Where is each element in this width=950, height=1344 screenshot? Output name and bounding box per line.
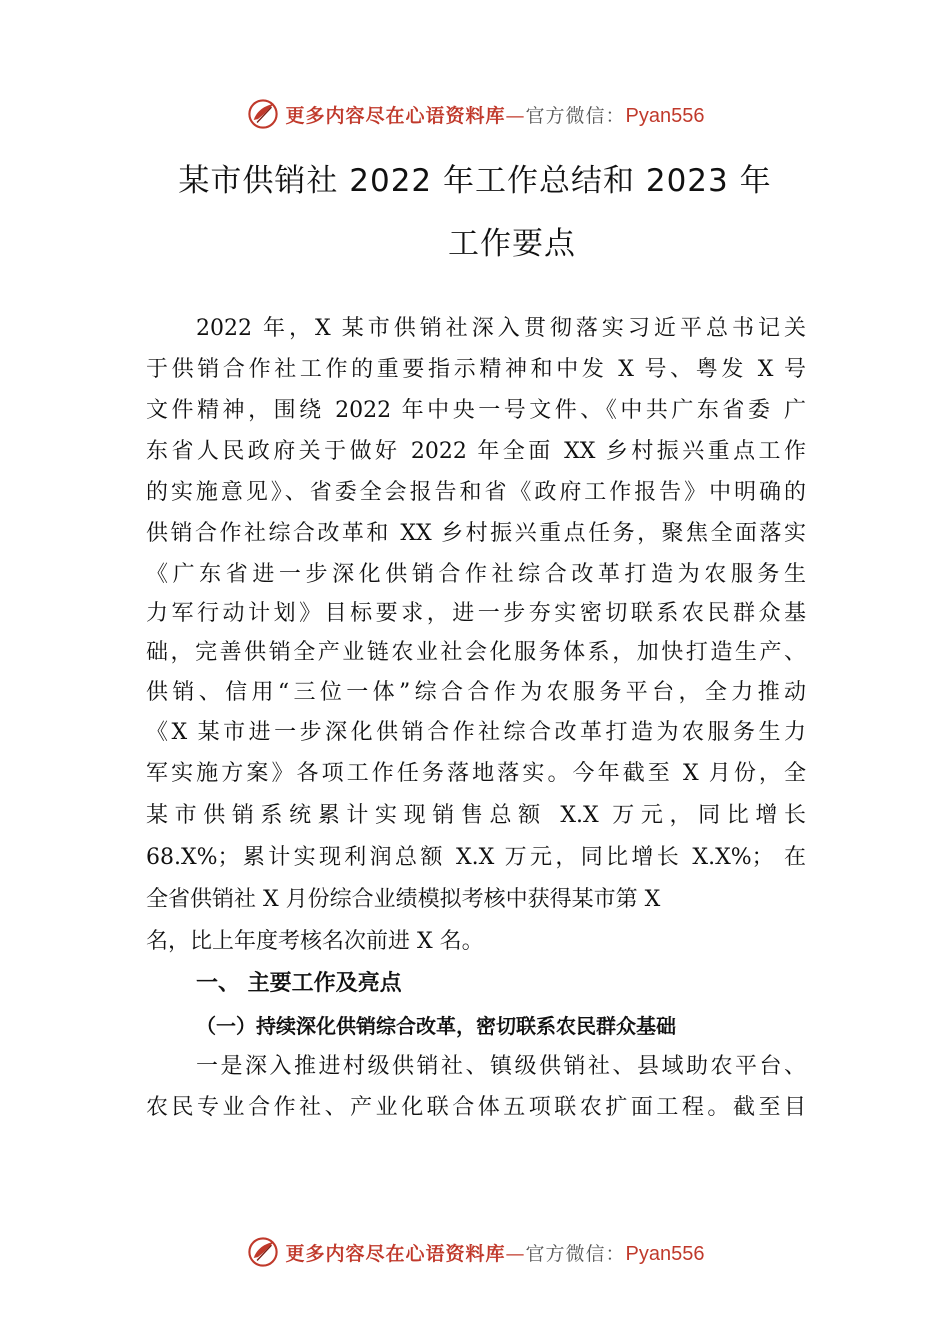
paragraph-line: 力军行动计划》目标要求，进一步夯实密切联系农民群众基 [146,601,806,626]
watermark-header [0,96,950,132]
watermark-main-text: 更多内容尽在心语资料库 [285,104,506,127]
watermark-footer [0,1234,950,1270]
document-title-line-1: 某市供销社 2022 年工作总结和 2023 年 [178,163,772,199]
watermark-sub-text: 官方微信： [525,1242,626,1265]
paragraph-line: 《广东省进一步深化供销合作社综合改革打造为农服务生 [146,562,806,587]
paragraph-line: 的实施意见》、省委全会报告和省《政府工作报告》中明确的 [146,480,806,505]
paragraph-line: 68.X%；累计实现利润总额 X.X 万元，同比增长 X.X%； 在 [146,845,806,870]
brand-logo-icon [246,97,280,131]
paragraph-line: 全省供销社 X 月份综合业绩模拟考核中获得某市第 X [146,887,661,912]
paragraph-line: 础，完善供销全产业链农业社会化服务体系，加快打造生产、 [146,640,806,665]
paragraph-line: 农民专业合作社、产业化联合体五项联农扩面工程。截至目 [146,1095,806,1120]
paragraph-line: 军实施方案》各项工作任务落地落实。今年截至 X 月份，全 [146,761,806,786]
brand-logo-icon [246,1235,280,1269]
paragraph-line: 东省人民政府关于做好 2022 年全面 XX 乡村振兴重点工作 [146,439,806,464]
paragraph-line: 某市供销系统累计实现销售总额 X.X 万元，同比增长 [146,803,806,828]
subsection-heading: （一）持续深化供销综合改革，密切联系农民群众基础 [196,1014,676,1038]
paragraph-line: 一是深入推进村级供销社、镇级供销社、县域助农平台、 [196,1054,806,1079]
paragraph-line: 《X 某市进一步深化供销合作社综合改革打造为农服务生力 [146,720,806,745]
watermark-dash: — [505,104,526,127]
paragraph-line: 供销、信用“三位一体”综合合作为农服务平台，全力推动 [146,680,806,705]
paragraph-line: 名，比上年度考核名次前进 X 名。 [146,929,484,954]
paragraph-line: 2022 年，X 某市供销社深入贯彻落实习近平总书记关 [196,316,806,341]
watermark-main-text: 更多内容尽在心语资料库 [285,1242,506,1265]
paragraph-line: 于供销合作社工作的重要指示精神和中发 X 号、粤发 X 号 [146,357,806,382]
paragraph-line: 供销合作社综合改革和 XX 乡村振兴重点任务，聚焦全面落实 [146,521,806,546]
paragraph-line: 文件精神，围绕 2022 年中央一号文件、《中共广东省委 广 [146,398,806,423]
watermark-sub-text: 官方微信： [525,104,626,127]
watermark-wechat-id: Pyan556 [625,104,705,127]
section-heading: 一、 主要工作及亮点 [196,971,402,996]
document-title-line-2: 工作要点 [448,226,576,262]
watermark-wechat-id: Pyan556 [625,1242,705,1265]
watermark-dash: — [505,1242,526,1265]
